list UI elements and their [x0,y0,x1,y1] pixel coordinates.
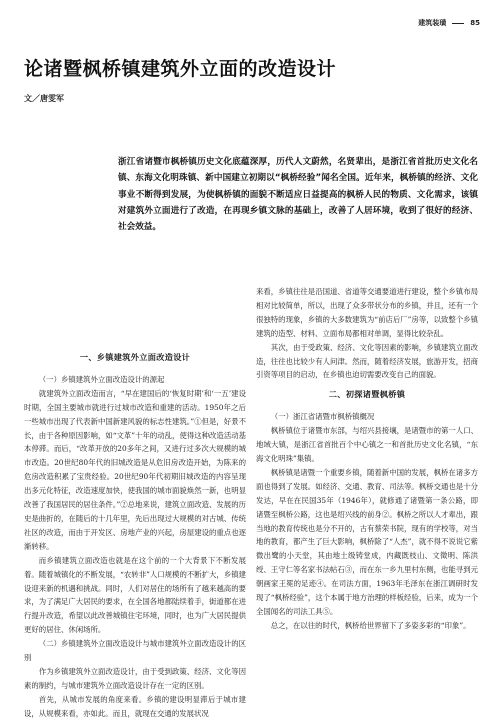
body-paragraph: 其次，由于受政策、经济、文化等因素的影响，乡镇建筑立面改造，往往也比较少有人问津。然而，随着经济发展，旅游开发，招商引资等项目的启动，在乡镇也迫切需要改变自己的面貌。 [256,342,478,380]
section-heading-1: 一、乡镇建筑外立面改造设计 [79,352,191,362]
journal-section-label: 建筑装璜 [418,19,447,27]
subsection-heading: （二）乡镇建筑外立面改造设计与城市建筑外立面改造设计的区别 [24,639,246,663]
body-paragraph: 作为乡镇建筑外立面改造设计，由于受到政策、经济、文化等因素的制约，与城市建筑外立面改造设计存在一定的区别。 [24,666,246,690]
running-header [418,18,480,28]
header-divider [452,23,464,24]
body-paragraph: 枫桥镇位于诸暨市东部，与绍兴县接壤，是诸暨市的第一人口、地域大镇，是浙江省首批百个中心镇之一和首批历史文化名镇，“东海文化明珠”集镇。 [256,426,478,463]
subsection-heading: （一）浙江省诸暨市枫桥镇概况 [270,412,375,422]
body-paragraph: 首先，从城市发展的角度来看。乡镇的建设明显滞后于城市建设，从规模来看，亦如此。而且，就现在交通的发展状况 [24,694,246,718]
section-heading-2: 二、初探诸暨枫桥镇 [328,389,406,400]
right-column [256,285,478,633]
subsection-heading: （一）乡镇建筑外立面改造设计的源起 [38,374,165,384]
body-paragraph: 枫桥镇是诸暨一个重要乡镇，随着新中国的发展，枫桥在诸多方面也得到了发展。如经济、交通、教育、司法等。枫桥交通也是十分发达，早在在民国35年（1946年），就修通了诸暨第一条公路，即诸暨至枫桥公路，这也是绍兴线的前身②。枫桥之所以人才辈出，跟当地的教育传统也是分不开的，古有蔡荣书院，现有的学校等，对当地的教育，都产生了巨大影响，枫桥除了“人杰”，就不得不说说它紫微出鹭的小天堂，其由地土级铸堂成，内藏既枝山、文徵明、陈洪绶、王守仁等名家书法帖石③，而在东一乡九里村东侧，也能寻到元朝画家王冕的足迹④。在司法方面，1963年毛泽东在浙江调研时发现了“枫桥经验”，这个本属于地方治理的样板经验，后来，成为一个全国闻名的司法工具⑤。 [256,467,478,616]
article-byline: 文／唐雯军 [24,94,64,103]
page-number: 85 [470,19,480,27]
body-paragraph: 而乡镇建筑立面改造也就是在这个前的一个大背景下不断发展着。随着城镇化的不断发展，“农转非”人口规模的不断扩大，乡镇建设迎来新的机遇和挑战。同时，人们对居住的场所有了越来越高的要求，为了满足广大居民的要求，在全国各地都陆续着手，街道都在进行提升改造，希望以此改善城镇住宅环境，同时，也为广大居民提供更好的居住、休闲场所。 [24,555,246,635]
left-column [24,345,246,721]
body-paragraph: 来看，乡镇往往是沿国道、省道等交通要道进行建设，整个乡镇布局相对比较简单，所以，出现了众多带状分布的乡镇，并且，还有一个很独特的现象，乡镇的大多数建筑为“前店后厂”房等，以致整个乡镇建筑的造型、材料、立面布局都相对单调，显得比较杂乱。 [256,287,478,338]
article-abstract: 浙江省诸暨市枫桥镇历史文化底蕴深厚，历代人文蔚然，名贤辈出，是浙江省首批历史文化名镇、东海文化明珠镇、新中国建立初期以“枫桥经验”闻名全国。近年来，枫桥镇的经济、文化事业不断得到发展，为使枫桥镇的面貌不断适应日益提高的枫桥人民的物质、文化需求，该镇对建筑外立面进行了改造，在再现乡镇文脉的基础上，改善了人居环境，收到了很好的经济、社会效益。 [118,157,478,233]
article-title: 论诸暨枫桥镇建筑外立面的改造设计 [24,58,337,80]
body-paragraph: 总之，在以往的时代，枫桥给世界留下了多姿多彩的“印象”。 [270,620,471,630]
body-paragraph: 就建筑外立面改造而言，“早在建国后的‘恢复时期’和‘一五’建设时期，全国主要城市就进行过城市改造和重建的活动。1950年之后一些城市出现了代表新中国新建风貌的标志性建筑。”①但是，好景不长，由于各种原因影响，如“文革”十年的动乱，使得这种改造活动基本停滞。而后，“改革开放的20多年之间，又进行过多次大规模的城市改造。20世纪80年代的旧城改造是从危旧房改造开始，为陈来的危房改造积累了宝贵经验。20世纪90年代初期旧城改造的内容呈现出多元化特征，改造速度加快，使我国的城市面貌焕然一新，也明显改善了我国居民的居住条件。”②总地来说，建筑立面改造、发展的历史是曲折的，在随后的十几年里，先后出现过大规模的对古城、传统社区的改造，而由于开发区、房地产业的兴起，房屋建设的重点也逐渐转移。 [24,388,246,551]
